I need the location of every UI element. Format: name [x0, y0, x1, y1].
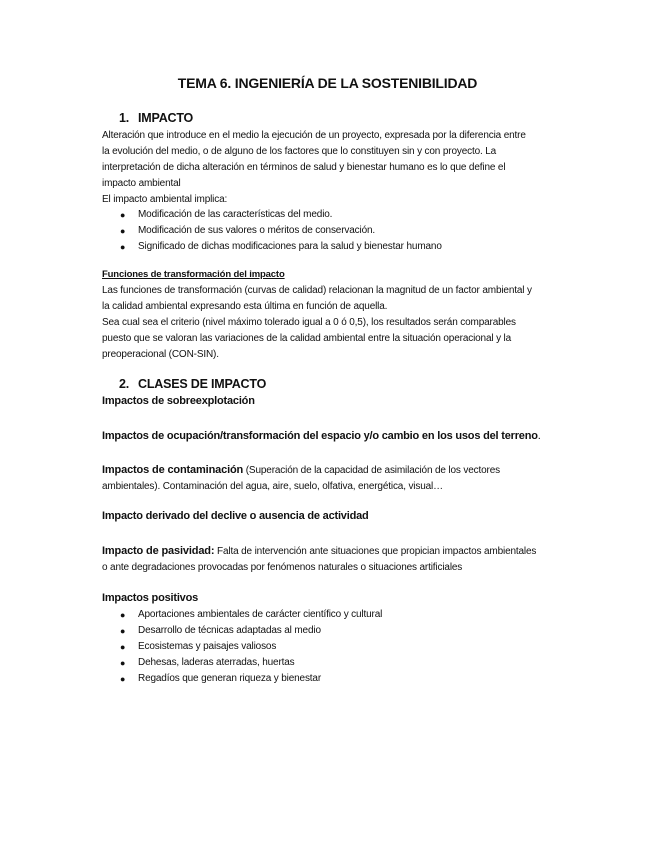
list-item: ● Regadíos que generan riqueza y bienestar: [102, 671, 562, 687]
intro-line: la evolución del medio, o de alguno de los factores que lo constituyen sin y con proyecto. La: [102, 146, 497, 157]
subsection-line: preoperacional (CON-SIN).: [102, 349, 219, 360]
bullet-icon: ●: [120, 674, 126, 684]
subsection-text: [102, 283, 562, 363]
positivos-bullet-list: [102, 607, 562, 687]
subsection-heading: Funciones de transformación del impacto: [102, 269, 285, 280]
list-item: ● Desarrollo de técnicas adaptadas al medio: [102, 623, 562, 639]
intro-line: El impacto ambiental implica:: [102, 194, 228, 205]
impact-contaminacion: Impactos de contaminación (Superación de la capacidad de asimilación de los vectores ambientales). Contaminación del agua, aire, suelo, olfativa, energética, visual…: [102, 464, 500, 492]
section-1-intro: [102, 128, 562, 208]
section-2-title: CLASES DE IMPACTO: [138, 377, 267, 391]
subsection-line: puesto que se valoran las variaciones de la calidad ambiental entre la situación operacional y la: [102, 333, 512, 344]
impact-positivos: Impactos positivos: [102, 592, 199, 604]
subsection-line: Las funciones de transformación (curvas de calidad) relacionan la magnitud de un factor ambiental y: [102, 285, 532, 296]
list-item: ● Dehesas, laderas aterradas, huertas: [102, 655, 562, 671]
bullet-icon: ●: [120, 642, 126, 652]
bullet-icon: ●: [120, 226, 126, 236]
impact-pasividad: Impacto de pasividad: Falta de intervención ante situaciones que propician impactos ambientales o ante degradaciones provocadas por fenómenos naturales o situaciones artificiales: [102, 545, 537, 573]
bullet-icon: ●: [120, 610, 126, 620]
list-item: ● Modificación de las características del medio.: [102, 207, 562, 223]
impact-declive: Impacto derivado del declive o ausencia de actividad: [102, 510, 369, 522]
impact-ocupacion: Impactos de ocupación/transformación del espacio y/o cambio en los usos del terreno.: [102, 430, 541, 442]
bullet-icon: ●: [120, 242, 126, 252]
subsection-line: la calidad ambiental expresando esta última en función de aquella.: [102, 301, 388, 312]
section-1-number: 1.: [119, 111, 130, 125]
subsection-line: Sea cual sea el criterio (nivel máximo tolerado igual a 0 ó 0,5), los resultados serán comparables: [102, 317, 516, 328]
impact-sobreexplotacion: Impactos de sobreexplotación: [102, 395, 255, 407]
intro-line: impacto ambiental: [102, 178, 181, 189]
list-item: ● Significado de dichas modificaciones para la salud y bienestar humano: [102, 239, 562, 255]
list-item: ● Modificación de sus valores o méritos de conservación.: [102, 223, 562, 239]
page-title: TEMA 6. INGENIERÍA DE LA SOSTENIBILIDAD: [177, 75, 478, 91]
intro-line: Alteración que introduce en el medio la ejecución de un proyecto, expresada por la diferencia entre: [102, 130, 526, 141]
bullet-icon: ●: [120, 658, 126, 668]
list-item: ● Ecosistemas y paisajes valiosos: [102, 639, 562, 655]
bullet-icon: ●: [120, 210, 126, 220]
intro-line: interpretación de dicha alteración en términos de salud y bienestar humano es lo que define el: [102, 162, 506, 173]
section-2-number: 2.: [119, 377, 130, 391]
bullet-icon: ●: [120, 626, 126, 636]
section-1-title: IMPACTO: [138, 111, 194, 125]
list-item: ● Aportaciones ambientales de carácter científico y cultural: [102, 607, 562, 623]
section-1-bullet-list: [102, 207, 562, 255]
